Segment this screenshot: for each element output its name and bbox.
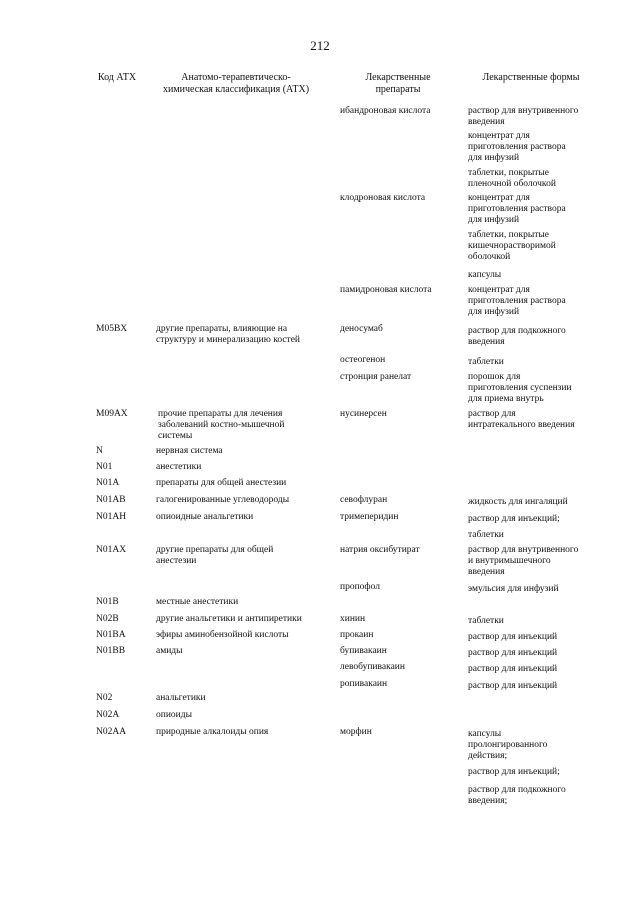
drug-name: пропофол [340,582,380,592]
dosage-form: раствор для подкожного введения; [468,785,566,806]
drug-name: натрия оксибутират [340,545,420,555]
dosage-form: концентрат для приготовления раствора для инфузий [468,193,566,225]
atx-code: N01AX [96,545,127,555]
dosage-form: эмульсия для инфузий [468,584,559,594]
atx-code: N02AA [96,727,127,737]
atx-classification: амиды [156,646,183,656]
header-classification: Анатомо-терапевтическо- химическая классификация (АТХ) [162,72,310,95]
atx-code: N01BA [96,630,126,640]
atx-classification: местные анестетики [156,597,239,607]
dosage-form: раствор для инъекций; [468,767,560,777]
atx-code: N01AB [96,495,126,505]
drug-name: прокаин [340,630,374,640]
drug-name: стронция ранелат [340,372,412,382]
header-drugs: Лекарственные препараты [365,72,431,95]
dosage-form: таблетки [468,357,504,367]
drug-name: левобупивакаин [340,662,405,672]
header-code: Код АТХ [97,72,137,83]
drug-name: ропивакаин [340,679,388,689]
header-forms: Лекарственные формы [482,72,580,83]
atx-code: N01B [96,597,119,607]
drug-name: тримеперидин [340,512,399,522]
atx-classification: другие препараты, влияющие на структуру и минерализацию костей [156,324,301,345]
atx-code: N02B [96,614,119,624]
dosage-form: раствор для внутривенного и внутримышечного введения [468,545,579,577]
atx-classification: анальгетики [156,693,206,703]
atx-classification: другие препараты для общей анестезии [156,545,274,566]
dosage-form: таблетки [468,616,504,626]
dosage-form: капсулы [468,270,502,280]
drug-name: клодроновая кислота [340,193,426,203]
dosage-form: таблетки [468,530,504,540]
dosage-form: капсулы пролонгированного действия; [468,729,548,761]
dosage-form: раствор для инъекций [468,648,558,658]
drug-name: бупивакаин [340,646,387,656]
dosage-form: порошок для приготовления суспензии для приема внутрь [468,372,572,404]
atx-code: N02A [96,710,120,720]
atx-code: N01A [96,478,120,488]
atx-code: N01AH [96,512,127,522]
atx-classification: галогенированные углеводороды [156,495,290,505]
atx-classification: эфиры аминобензойной кислоты [156,630,289,640]
dosage-form: концентрат для приготовления раствора для инфузий [468,131,566,163]
drug-name: севофлуран [340,495,388,505]
atx-classification: прочие препараты для лечения заболеваний костно-мышечной системы [158,409,285,441]
atx-code: N [96,446,103,456]
drug-name: ибандроновая кислота [340,106,431,116]
atx-classification: другие анальгетики и антипиретики [156,614,302,624]
atx-code: M05BX [96,324,128,334]
drug-name: памидроновая кислота [340,285,432,295]
dosage-form: концентрат для приготовления раствора для инфузий [468,285,566,317]
atx-classification: нервная система [156,446,223,456]
atx-code: N01 [96,462,113,472]
dosage-form: раствор для подкожного введения [468,326,566,347]
dosage-form: раствор для инъекций [468,681,558,691]
dosage-form: раствор для интратекального введения [468,409,575,430]
drug-name: остеогенон [340,355,386,365]
atx-classification: природные алкалоиды опия [156,727,269,737]
page-number: 212 [310,38,330,53]
drug-name: деносумаб [340,324,383,334]
atx-classification: опиоиды [156,710,192,720]
dosage-form: таблетки, покрытые пленочной оболочкой [468,168,556,189]
atx-classification: анестетики [156,462,202,472]
atx-classification: препараты для общей анестезии [156,478,287,488]
dosage-form: таблетки, покрытые кишечнорастворимой оболочкой [468,230,556,262]
atx-code: N02 [96,693,113,703]
atx-code: N01BB [96,646,126,656]
dosage-form: жидкость для ингаляций [468,497,568,507]
drug-name: нусинерсен [340,409,387,419]
dosage-form: раствор для инъекций; [468,514,560,524]
drug-name: морфин [340,727,372,737]
atx-code: M09AX [96,409,128,419]
dosage-form: раствор для инъекций [468,664,558,674]
dosage-form: раствор для внутривенного введения [468,106,579,127]
atx-classification: опиоидные анальгетики [156,512,254,522]
drug-name: хинин [340,614,366,624]
dosage-form: раствор для инъекций [468,632,558,642]
